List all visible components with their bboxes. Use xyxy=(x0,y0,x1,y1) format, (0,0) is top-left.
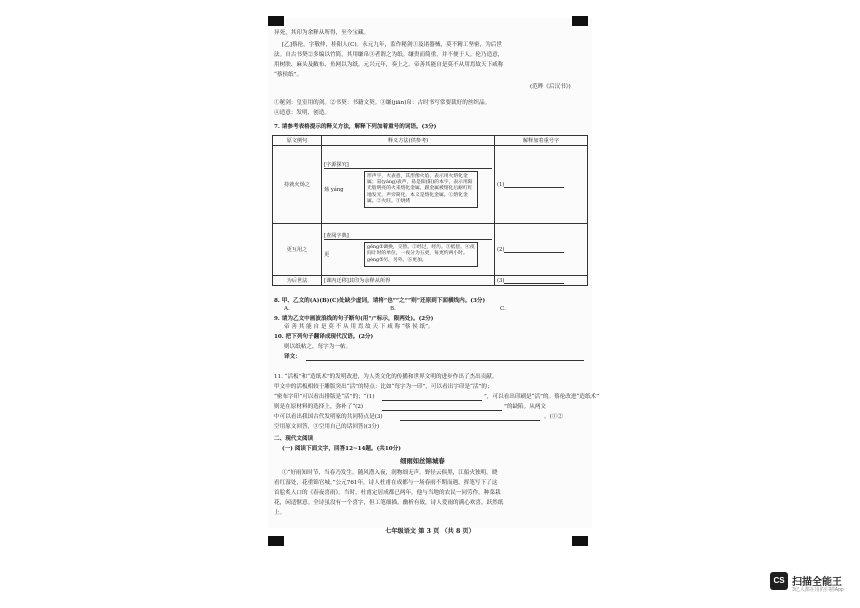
answer-cell: (1) xyxy=(495,146,588,224)
method-cell: [课内迁移]其印为余释从所得 xyxy=(322,276,495,286)
passage-line: 花，闲适惬意。全诗虽没有一个喜字，但工笔细描，幽析有致，诗人爱雨的满心欢喜，跃然纸 xyxy=(274,500,504,506)
q11-tail: ”的缺陷。从两文 xyxy=(504,404,547,410)
answer-blank[interactable] xyxy=(382,400,482,401)
answer-c: C. xyxy=(500,306,506,312)
watermark-name: 扫描全能王 xyxy=(792,577,842,588)
q11-line: 则是在原材料的选择上，弥补了“(2) xyxy=(274,404,364,410)
footnote: ①秘剑：皇室用的剑。②书契：书籍文契。③缣(jiān)帛：古时书写常要裁好的丝织品。 xyxy=(274,100,491,106)
passage-line: ①“好雨知时节，当春乃发生。随风潜入夜，润物细无声。野径云俱黑，江船火独明。晓 xyxy=(282,470,498,476)
question-10: 10. 把下列句子翻译成现代汉语。(2分) xyxy=(274,334,374,340)
passage-title: 细雨如丝锦城春 xyxy=(400,457,445,465)
answer-blank[interactable] xyxy=(504,247,564,253)
method-cell xyxy=(322,146,495,224)
example-cell: 为后世法 xyxy=(273,276,322,286)
char-cell: 更 xyxy=(324,251,330,258)
example-cell: 更互用之 xyxy=(273,224,322,276)
answer-b: B. xyxy=(390,306,396,312)
table-header: 原文例句 xyxy=(273,136,322,146)
watermark-subtitle: 3亿人都在用的扫描App xyxy=(792,587,844,593)
corner-mark-top-right xyxy=(572,16,588,26)
answer-cell: (3) xyxy=(495,276,588,286)
question-7: 7. 请参考表格提示的释义方法，解释下列加着重号的词语。(3分) xyxy=(274,124,437,130)
question-8: 8. 甲、乙文的(A)(B)(C)处缺少虚词，请将“也”“之”“则”还原到下面横线内。(3分) xyxy=(274,298,486,304)
q11-line: “密布字印”可以看出排版是“活”的；“(1) xyxy=(274,394,375,400)
method-tag: [查阅字典] xyxy=(324,232,492,240)
page-footer: 七年级语文 第 3 页 （共 8 页） xyxy=(385,528,475,535)
table-header: 解释加着重号字 xyxy=(495,136,588,146)
q11-line: 甲文中的活板相较于雕版突出“活”的特点：比如“每字为一印”，可以看出字印是“活”的； xyxy=(274,384,493,390)
q11-line: 11. “活板”和“造纸术”的发明改进，为人类文化的传播和世界文明的进步作出了杰出贡献。 xyxy=(274,374,498,380)
scanner-watermark xyxy=(770,572,850,600)
table-header: 释义方法(供参考) xyxy=(322,136,495,146)
example-cell: 持就火炀之 xyxy=(273,146,322,224)
table-row xyxy=(273,224,588,276)
answer-blank[interactable] xyxy=(400,420,540,421)
footnote: ④造意：发明，创造。 xyxy=(274,110,330,116)
answer-blank[interactable] xyxy=(504,182,564,188)
table-row xyxy=(273,276,588,286)
char-cell: 炀 yáng xyxy=(324,186,344,193)
text-line: “蔡侯纸”。 xyxy=(274,72,303,78)
text-line: 法。自古书契②多编以竹简，其用缣帛③者谓之为纸。缣贵而简重，并不便于人。伦乃造意， xyxy=(274,52,504,58)
section-heading: 二、现代文阅读 xyxy=(274,436,314,442)
passage-line: 看红湿处，花重锦官城。”公元761年，诗人杜甫在成都与一场春雨不期而遇，挥笔写下了这 xyxy=(274,480,498,486)
q11-line: 中可以看出我国古代发明家的共同特点是(3) xyxy=(274,414,383,420)
q10-label: 译文： xyxy=(284,354,301,360)
method-cell xyxy=(322,224,495,276)
method-tag: [字源探究] xyxy=(324,161,492,169)
answer-cell: (2) xyxy=(495,224,588,276)
passage-line: 首脍炙人口的《春夜喜雨》。当时，杜甫定居成都已两年，他与当地的农民一同劳作，种菜栽 xyxy=(274,490,501,496)
q11-tail: ”，可以看出印刷是“活”的。蔡伦改进“造纸术” xyxy=(484,394,599,400)
camscanner-logo-icon: CS xyxy=(770,572,788,590)
section-subheading: (一) 阅读下面文字，回答12~14题。(共10分) xyxy=(282,446,401,452)
q9-sentence: 帝 善 其 能 自 是 莫 不 从 用 焉 故 天 下 咸 称 “蔡 侯 纸”。 xyxy=(284,324,434,330)
translation-line[interactable] xyxy=(306,360,584,361)
reference-table xyxy=(272,135,588,286)
question-9: 9. 请为乙文中画波浪线的句子断句(用“/”标示，限两处)。(2分) xyxy=(274,316,434,322)
text-line: [乙]蔡伦，字敬仲，桂阳人(C)。永元九年，监作秘剑①及诸器械，莫不精工坚密，为后世 xyxy=(282,42,502,48)
q11-tail: 。(①② xyxy=(544,414,563,420)
passage-line: 上。 xyxy=(274,510,286,516)
explain-box: gēng①调换，交替。②经过，经历。③抵偿。④夜间计时的单位，一夜分为五更，每更约两小时。gèng⑤另，另外。⑥更加。 xyxy=(364,242,478,267)
corner-mark-bottom-right xyxy=(572,536,588,546)
source-citation: (范晔《后汉书》) xyxy=(530,84,571,90)
explain-box: 形声字，火表意，其形像火焰，表示用火熔化金属；昜(yáng)表声，昜是阳(阳)的本字，表示用阳光般明亮的火来熔化金属，跟金属被熔化后耐红红地发光，声旁简化，本义是熔化金属。①熔化金属。②火旺。③烘烤 xyxy=(364,171,478,208)
answer-blank[interactable] xyxy=(504,278,564,284)
answer-blank[interactable] xyxy=(382,410,502,411)
answer-a: A. xyxy=(284,306,290,312)
q10-sentence: 则以纸帖之，每字为一帖。 xyxy=(284,344,352,350)
text-line: 用树肤、麻头及敝布、鱼网以为纸。元兴元年，奏上之。帝善其能自是莫不从用焉故天下咸称 xyxy=(274,62,504,68)
q11-line: 空用原文回答，③空用自己的话回答)(3分) xyxy=(274,424,380,430)
corner-mark-top-left xyxy=(268,16,284,26)
table-header-row xyxy=(273,136,588,146)
table-row xyxy=(273,146,588,224)
text-line: 异死，其印为余释从所得，至今宝藏。 xyxy=(274,30,370,36)
corner-mark-bottom-left xyxy=(268,536,284,546)
